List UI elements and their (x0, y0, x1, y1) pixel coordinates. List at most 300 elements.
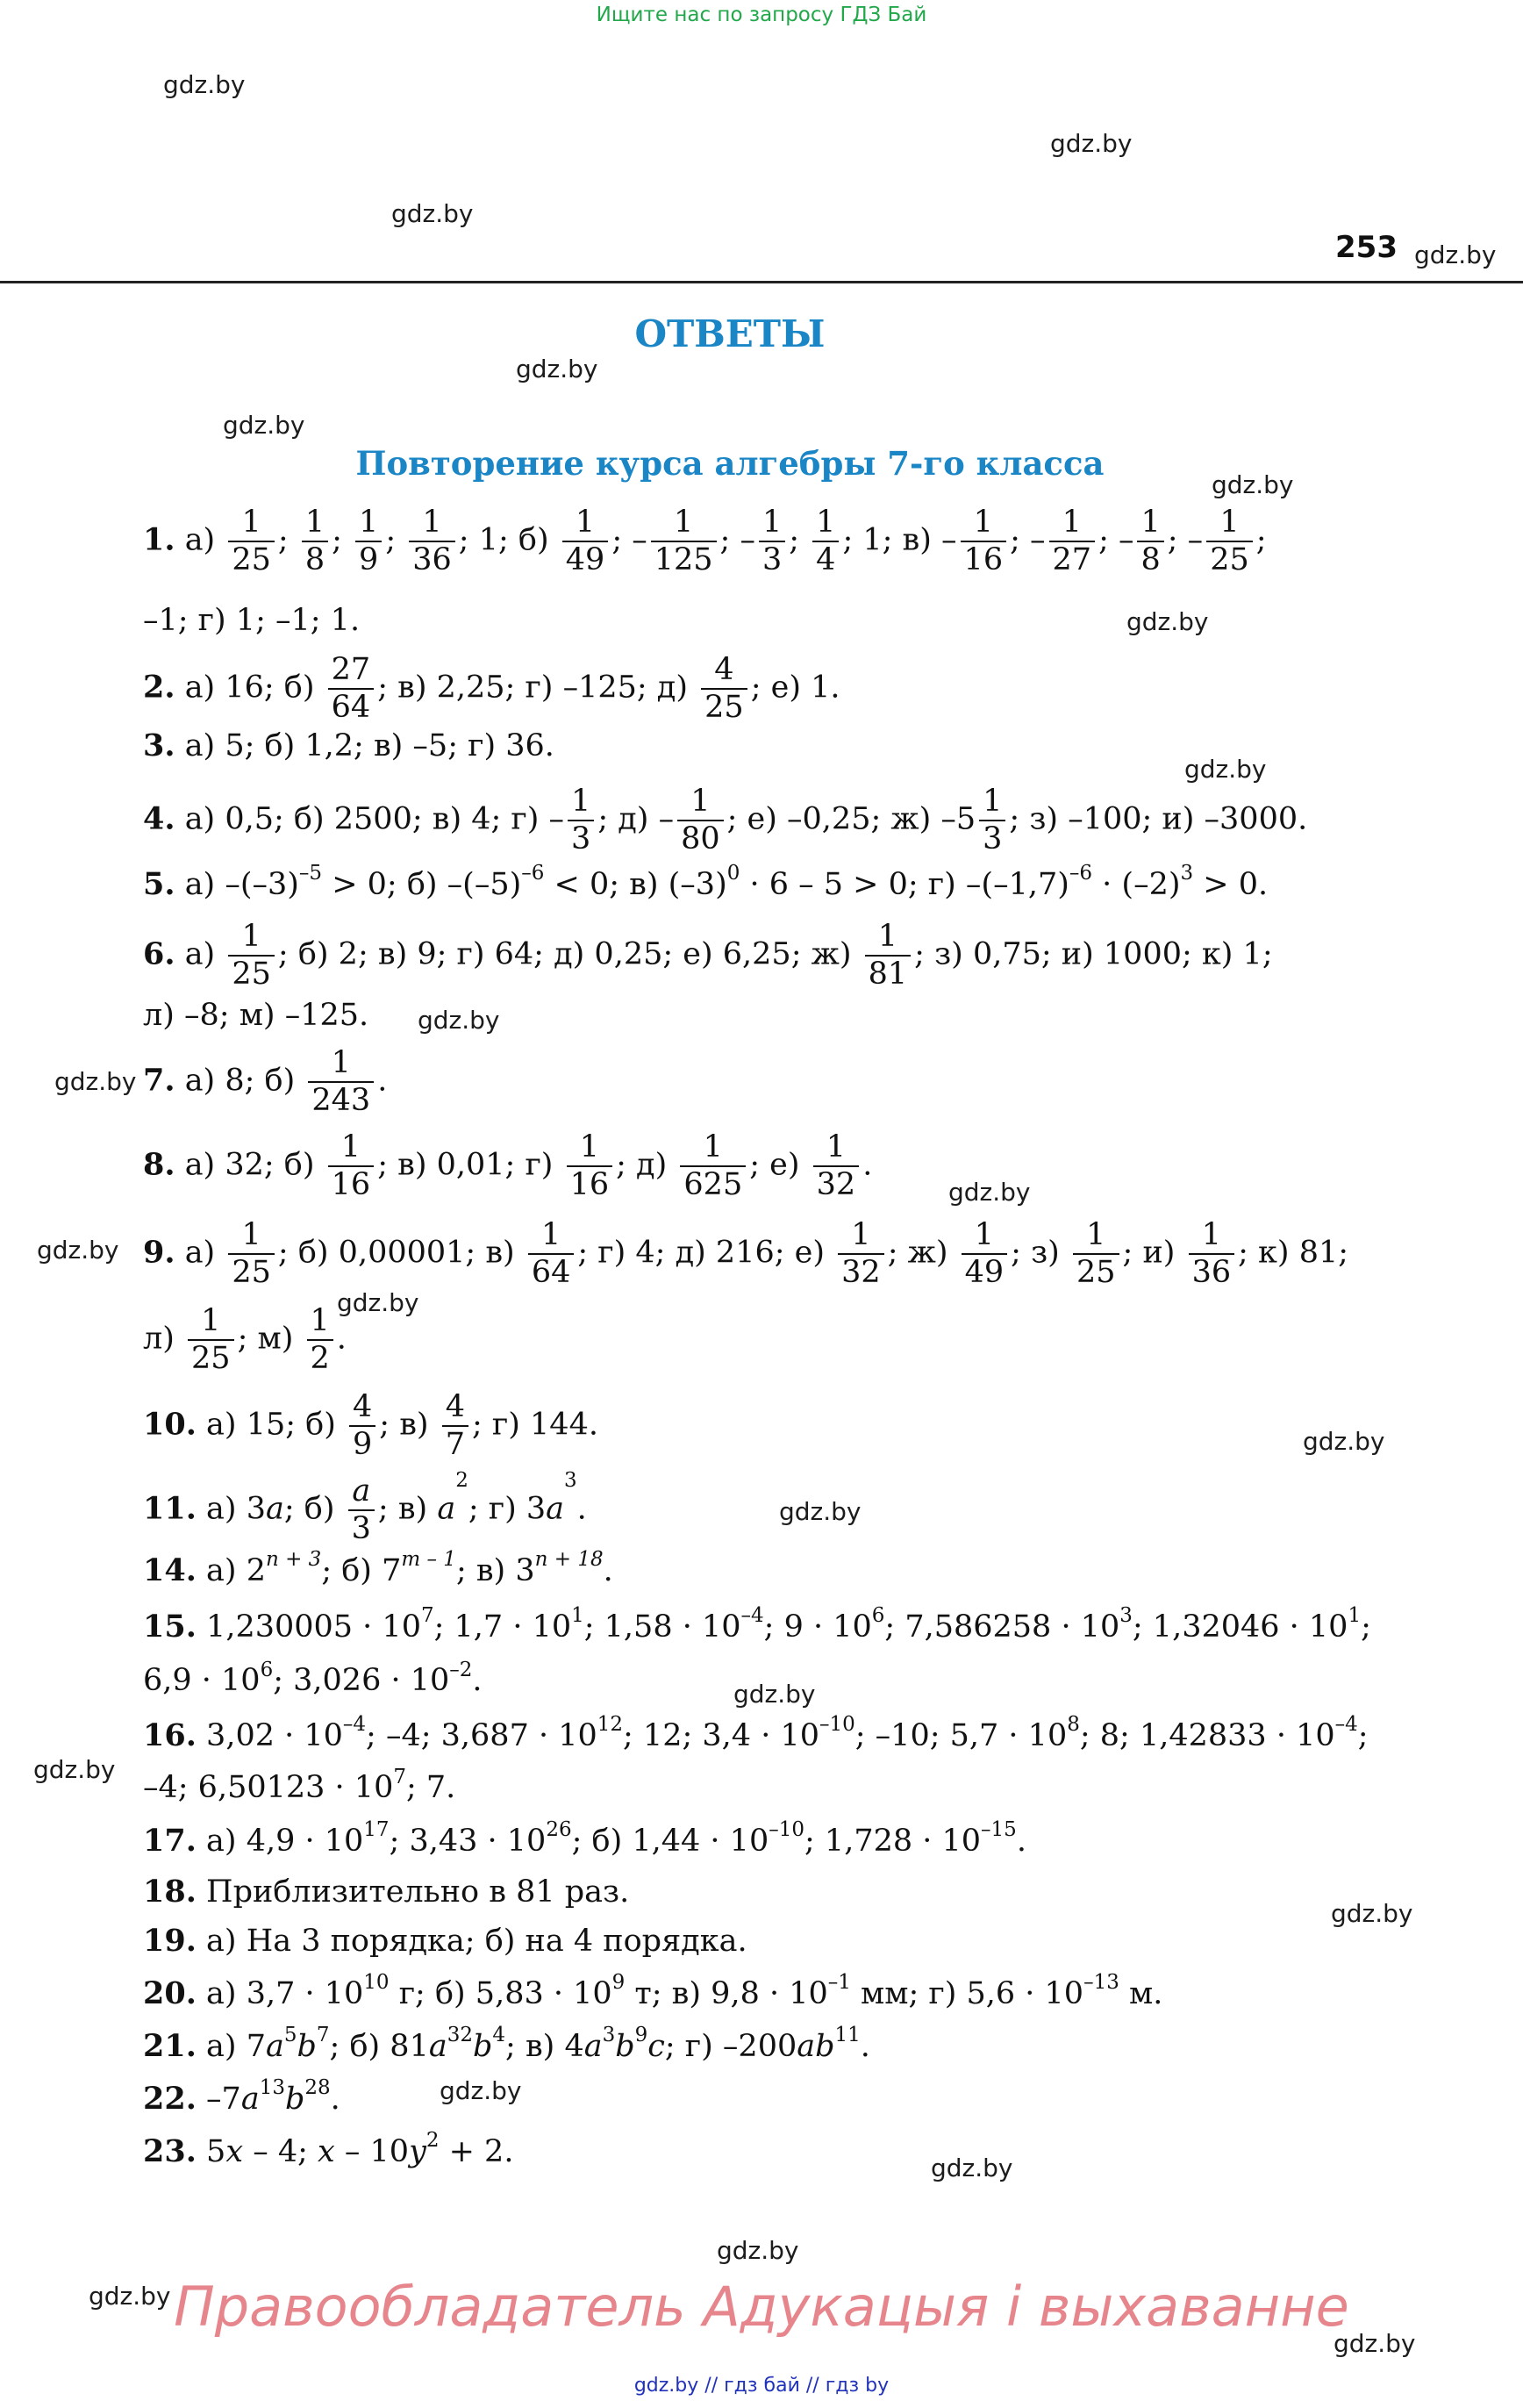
numerator: 4 (714, 652, 734, 687)
text: ; д) – (597, 801, 675, 837)
exponent: 8 (1067, 1713, 1080, 1736)
answer-15-cont (143, 1659, 483, 1698)
variable: b (473, 2029, 493, 2064)
text: а) (184, 936, 216, 972)
watermark: gdz.by (931, 2154, 1013, 2182)
exponent: 7 (420, 1604, 434, 1627)
answer-number: 22. (143, 2081, 197, 2117)
fraction (1073, 1217, 1119, 1290)
variable: a (265, 2029, 284, 2064)
numerator: 1 (826, 1129, 847, 1165)
text: > 0. (1193, 867, 1269, 902)
answer-5 (143, 862, 1269, 902)
fraction (838, 1217, 884, 1290)
text: ; в) (377, 1491, 438, 1527)
numerator: 1 (974, 1217, 995, 1252)
page-number: 253 (1335, 230, 1398, 265)
denominator: 81 (865, 955, 912, 990)
text: < 0; в) (–3) (544, 867, 727, 902)
exponent: n + 18 (534, 1548, 604, 1571)
fraction (308, 1045, 374, 1118)
watermark: gdz.by (717, 2236, 799, 2265)
numerator: 1 (340, 1129, 361, 1165)
fraction (865, 921, 912, 990)
text: . (576, 1491, 587, 1527)
text: 3,02 · 10 (206, 1718, 343, 1753)
numerator: 27 (331, 652, 371, 687)
answer-number: 6. (143, 935, 175, 972)
fraction (680, 1129, 746, 1202)
denominator: 25 (1206, 541, 1253, 576)
numerator: 1 (1219, 505, 1240, 540)
fraction (328, 1129, 375, 1202)
fraction (1206, 507, 1253, 576)
answer-number: 18. (143, 1874, 197, 1910)
denominator: 8 (1137, 541, 1163, 576)
exponent: 7 (393, 1766, 406, 1788)
denominator: 9 (355, 541, 382, 576)
numerator: 1 (241, 919, 261, 954)
denominator: 49 (962, 1253, 1008, 1288)
variable: ab (797, 2029, 835, 2064)
text: ; и) (1122, 1235, 1176, 1271)
answer-number: 9. (143, 1234, 175, 1271)
text: а) 0,5; б) 2500; в) 4; г) – (184, 801, 565, 837)
variable: a (437, 1491, 456, 1527)
exponent: 28 (304, 2076, 331, 2099)
denominator: 9 (349, 1425, 375, 1460)
numerator: 1 (331, 1045, 351, 1080)
watermark: gdz.by (733, 1680, 816, 1709)
answer-1-cont: –1; г) 1; –1; 1. (143, 603, 361, 638)
answer-number: 19. (143, 1923, 197, 1959)
text: л) (143, 1321, 175, 1357)
text: ; в) 4 (505, 2029, 584, 2064)
denominator: 3 (568, 820, 594, 855)
fraction (228, 1217, 275, 1290)
numerator: 1 (1086, 1217, 1106, 1252)
numerator: 1 (241, 1217, 261, 1252)
text: –7 (206, 2082, 241, 2117)
watermark: gdz.by (89, 2282, 171, 2311)
text: ; 7,586258 · 10 (884, 1609, 1120, 1645)
text: а) 2 (206, 1553, 266, 1588)
fraction (442, 1389, 468, 1462)
exponent: 6 (260, 1659, 274, 1681)
fraction (355, 507, 382, 576)
variable: c (647, 2029, 665, 2064)
denominator: 25 (1073, 1253, 1119, 1288)
exponent: 1 (1348, 1604, 1362, 1627)
text: + 2. (439, 2134, 514, 2169)
watermark: gdz.by (391, 199, 474, 228)
numerator: 1 (690, 784, 711, 819)
denominator: 3 (759, 541, 785, 576)
answer-14 (143, 1548, 613, 1588)
text: ; 3,43 · 10 (389, 1824, 547, 1859)
watermark: gdz.by (33, 1755, 116, 1784)
exponent: n + 3 (265, 1548, 322, 1571)
text: ; г) 144. (472, 1407, 598, 1443)
text: ; 8; 1,42833 · 10 (1079, 1718, 1335, 1753)
variable: a (240, 2082, 260, 2117)
watermark: gdz.by (779, 1497, 862, 1526)
text: ; 1,58 · 10 (583, 1609, 741, 1645)
answer-17 (143, 1818, 1026, 1859)
answer-2 (143, 652, 840, 725)
exponent: 5 (283, 2024, 297, 2046)
text: а) 7 (206, 2029, 266, 2064)
answer-18 (143, 1876, 629, 1908)
denominator: 64 (328, 688, 375, 723)
answer-number: 16. (143, 1717, 197, 1753)
variable: b (284, 2082, 305, 2117)
denominator: 8 (302, 541, 328, 576)
answer-20 (143, 1971, 1163, 2011)
answer-number: 4. (143, 800, 175, 837)
watermark: gdz.by (163, 70, 246, 99)
text: а) 15; б) (206, 1407, 336, 1443)
text: Приблизительно в 81 раз. (206, 1874, 630, 1910)
text: · 6 – 5 > 0; г) –(–1,7) (740, 867, 1069, 902)
text: . (603, 1553, 613, 1588)
answer-8 (143, 1129, 873, 1202)
numerator: 1 (571, 784, 591, 819)
answer-9-cont (143, 1303, 347, 1376)
watermark: gdz.by (1126, 607, 1209, 636)
denominator: 25 (701, 688, 747, 723)
fraction (759, 507, 785, 576)
fraction (348, 1473, 375, 1546)
answer-number: 21. (143, 2028, 197, 2064)
answer-number: 11. (143, 1490, 197, 1527)
text: – 4; (243, 2134, 318, 2169)
exponent: –4 (1334, 1713, 1358, 1736)
variable: a (265, 1491, 284, 1527)
watermark: gdz.by (418, 1006, 500, 1035)
watermark: gdz.by (948, 1178, 1031, 1207)
text: ; б) 7 (321, 1553, 402, 1588)
denominator: 80 (677, 820, 724, 855)
text: а) 5; б) 1,2; в) –5; г) 36. (184, 728, 554, 763)
text: ; к) 81; (1238, 1235, 1349, 1271)
denominator: 25 (188, 1339, 234, 1374)
fraction (651, 507, 717, 576)
exponent: 0 (726, 862, 740, 885)
answer-number: 2. (143, 669, 175, 706)
text: – 10 (334, 2134, 410, 2169)
numerator: 1 (575, 505, 596, 540)
text: ; б) 2; в) 9; г) 64; д) 0,25; е) 6,25; ж) (277, 936, 852, 972)
fraction (228, 507, 275, 576)
denominator: 4 (812, 541, 839, 576)
watermark: gdz.by (1184, 755, 1267, 784)
numerator: 1 (973, 505, 993, 540)
exponent: –10 (819, 1713, 855, 1736)
text: а) –(–3) (184, 867, 299, 902)
fraction (979, 786, 1005, 855)
numerator: 1 (1201, 1217, 1221, 1252)
text: а) (184, 1235, 216, 1271)
exponent: 3 (1180, 862, 1194, 885)
text: 5 (206, 2134, 226, 2169)
text: ; б) 0,00001; в) (277, 1235, 515, 1271)
exponent: –1 (827, 1971, 851, 1994)
variable: b (615, 2029, 635, 2064)
fraction (812, 507, 839, 576)
fraction (349, 1389, 375, 1462)
fraction (302, 507, 328, 576)
numerator: 1 (983, 784, 1003, 819)
answer-10 (143, 1389, 598, 1462)
fraction (562, 507, 609, 576)
numerator: 1 (310, 1303, 330, 1338)
numerator: 1 (674, 505, 694, 540)
exponent: 3 (1119, 1604, 1133, 1627)
watermark: gdz.by (37, 1236, 119, 1265)
text: > 0; б) –(–5) (322, 867, 522, 902)
watermark: gdz.by (1414, 240, 1497, 269)
answer-number: 15. (143, 1609, 197, 1645)
answer-15 (143, 1604, 1371, 1645)
text: 1,230005 · 10 (206, 1609, 421, 1645)
fraction (307, 1303, 333, 1376)
text: а) На 3 порядка; б) на 4 порядка. (206, 1924, 747, 1959)
watermark: gdz.by (223, 411, 305, 440)
numerator: a (352, 1473, 371, 1509)
watermark: gdz.by (516, 355, 598, 383)
exponent: 7 (316, 2024, 330, 2046)
text: а) 32; б) (184, 1147, 315, 1183)
denominator: 25 (228, 1253, 275, 1288)
answer-6 (143, 921, 1273, 990)
watermark: gdz.by (1331, 1899, 1413, 1928)
denominator: 36 (409, 541, 455, 576)
text: ; б) 81 (329, 2029, 429, 2064)
fraction (328, 652, 375, 725)
text: ; –10; 5,7 · 10 (854, 1718, 1068, 1753)
text: ; 1,32046 · 10 (1132, 1609, 1348, 1645)
watermark: gdz.by (440, 2076, 522, 2105)
denominator: 32 (813, 1165, 860, 1200)
answer-number: 20. (143, 1975, 197, 2011)
numerator: 1 (877, 919, 898, 954)
denominator: 3 (348, 1509, 375, 1544)
exponent: m – 1 (401, 1548, 456, 1571)
exponent: 3 (602, 2024, 616, 2046)
text: . (377, 1063, 388, 1099)
text: ; в) 0,01; г) (377, 1147, 554, 1183)
text: ; (1357, 1718, 1369, 1753)
fraction (228, 921, 275, 990)
fraction (962, 1217, 1008, 1290)
exponent: 9 (634, 2024, 648, 2046)
denominator: 49 (562, 541, 609, 576)
text: м. (1119, 1976, 1163, 2011)
answer-number: 10. (143, 1406, 197, 1443)
text: ; г) 3 (468, 1491, 547, 1527)
exponent: 9 (611, 1971, 626, 1994)
text: ; (1361, 1609, 1371, 1645)
text: ; д) (616, 1147, 668, 1183)
exponent: –4 (342, 1713, 367, 1736)
text: а) 16; б) (184, 670, 315, 706)
text: а) 8; б) (184, 1063, 296, 1099)
exponent: –10 (769, 1818, 805, 1841)
footer-links: gdz.by // гдз бай // гдз by (633, 2375, 890, 2397)
exponent: –5 (298, 862, 323, 885)
fraction (568, 786, 594, 855)
denominator: 3 (979, 820, 1005, 855)
text: ; 7. (405, 1770, 456, 1805)
text: ; з) –100; и) –3000. (1009, 801, 1308, 837)
text: –4; 6,50123 · 10 (143, 1770, 394, 1805)
fraction (961, 507, 1007, 576)
fraction (409, 507, 455, 576)
denominator: 25 (228, 541, 275, 576)
text: ; –4; 3,687 · 10 (366, 1718, 597, 1753)
numerator: 1 (703, 1129, 723, 1165)
denominator: 16 (961, 541, 1007, 576)
watermark: gdz.by (1303, 1427, 1385, 1456)
text: ; в) (379, 1407, 429, 1443)
watermark: gdz.by (337, 1288, 419, 1317)
numerator: 1 (762, 505, 783, 540)
text: ; з) (1011, 1235, 1060, 1271)
numerator: 1 (816, 505, 836, 540)
fraction (188, 1303, 234, 1376)
text: ; 12; 3,4 · 10 (623, 1718, 819, 1753)
answer-1: 1. а) $\frac{1}{25}$ ; $\frac{1}{8}$ ; $\frac{1}{9}$ ; $\frac{1}{36}$ ; 1; б) $\frac{1}{49}$ ; – $\frac{1}{125}$ ; – $\frac{1}{3}$ ; $\frac{1}{4}$ ; 1; в) – $\frac{1}{16}$ ; – $\frac{1}{27}$ ; – $\frac{1}{8}$ ; – $\frac{1}{25}$ ; (143, 505, 1267, 577)
text: г; б) 5,83 · 10 (389, 1976, 612, 2011)
text: ; м) (237, 1321, 294, 1357)
denominator: 64 (528, 1253, 575, 1288)
fraction (567, 1129, 613, 1202)
text: а) 3,7 · 10 (206, 1976, 364, 2011)
text: мм; г) 5,6 · 10 (850, 1976, 1084, 2011)
denominator: 16 (328, 1165, 375, 1200)
answer-7 (143, 1045, 388, 1118)
answer-19 (143, 1925, 747, 1957)
answer-23 (143, 2129, 514, 2169)
answer-number: 8. (143, 1146, 175, 1183)
exponent: 3 (564, 1469, 577, 1492)
text: ; ж) (887, 1235, 948, 1271)
watermark: gdz.by (54, 1067, 137, 1096)
fraction (677, 786, 724, 855)
answer-number: 5. (143, 866, 175, 902)
page-title: ОТВЕТЫ (634, 312, 826, 355)
exponent: 26 (546, 1818, 572, 1841)
text: ; 1; в) – (842, 522, 957, 558)
exponent: 12 (597, 1713, 624, 1736)
text: . (862, 1147, 873, 1183)
variable: y (409, 2134, 426, 2169)
denominator: 243 (308, 1081, 374, 1116)
text: ; б) (283, 1491, 335, 1527)
denominator: 2 (307, 1339, 333, 1374)
answer-21 (143, 2024, 870, 2064)
text: ; в) 2,25; г) –125; д) (377, 670, 688, 706)
fraction (1137, 507, 1163, 576)
answer-number: 14. (143, 1552, 197, 1588)
variable: b (297, 2029, 317, 2064)
denominator: 36 (1189, 1253, 1235, 1288)
watermark: gdz.by (1334, 2329, 1416, 2358)
numerator: 1 (422, 505, 442, 540)
copyright-notice: Правообладатель Адукацыя і выхаванне (174, 2275, 1349, 2339)
answer-6-cont: л) –8; м) –125. (143, 998, 369, 1033)
denominator: 125 (651, 541, 717, 576)
text: ; е) –0,25; ж) –5 (726, 801, 976, 837)
text: а) (184, 522, 216, 558)
numerator: 1 (201, 1303, 221, 1338)
denominator: 625 (680, 1165, 746, 1200)
variable: x (318, 2134, 335, 2169)
variable: a (583, 2029, 603, 2064)
exponent: –4 (740, 1604, 764, 1627)
denominator: 32 (838, 1253, 884, 1288)
numerator: 1 (579, 1129, 599, 1165)
answer-number: 17. (143, 1823, 197, 1859)
text: ; г) 4; д) 216; е) (577, 1235, 826, 1271)
exponent: 32 (447, 2024, 473, 2046)
numerator: 1 (540, 1217, 561, 1252)
section-title: Повторение курса алгебры 7-го класса (355, 444, 1105, 483)
text: ; 3,026 · 10 (273, 1663, 450, 1698)
numerator: 1 (359, 505, 379, 540)
text: ; 1,728 · 10 (804, 1824, 982, 1859)
answer-9 (143, 1217, 1349, 1290)
fraction (701, 652, 747, 725)
text: а) 4,9 · 10 (206, 1824, 364, 1859)
answer-number: 23. (143, 2133, 197, 2169)
text: . (860, 2029, 870, 2064)
answer-16 (143, 1713, 1369, 1753)
text: ; 9 · 10 (763, 1609, 872, 1645)
numerator: 1 (1140, 505, 1161, 540)
numerator: 4 (445, 1389, 465, 1424)
variable: a (546, 1491, 565, 1527)
numerator: 1 (851, 1217, 871, 1252)
exponent: 6 (871, 1604, 885, 1627)
answer-3 (143, 727, 554, 763)
denominator: 25 (228, 955, 275, 990)
exponent: –13 (1083, 1971, 1119, 1994)
watermark: gdz.by (1212, 470, 1294, 499)
numerator: 4 (353, 1389, 373, 1424)
exponent: 2 (455, 1469, 468, 1492)
text: ; г) –200 (664, 2029, 797, 2064)
exponent: 1 (571, 1604, 584, 1627)
variable: x (225, 2134, 244, 2169)
answer-number: 1. (143, 521, 175, 558)
exponent: 13 (259, 2076, 285, 2099)
exponent: –2 (449, 1659, 473, 1681)
text: 6,9 · 10 (143, 1663, 261, 1698)
denominator: 7 (442, 1425, 468, 1460)
variable: a (428, 2029, 447, 2064)
answer-4 (143, 786, 1307, 855)
exponent: 11 (834, 2024, 861, 2046)
answer-number: 3. (143, 727, 175, 763)
exponent: –15 (981, 1818, 1017, 1841)
denominator: 16 (567, 1165, 613, 1200)
text: · (–2) (1092, 867, 1181, 902)
text: . (1016, 1824, 1026, 1859)
exponent: –6 (521, 862, 545, 885)
text: а) 3 (206, 1491, 266, 1527)
